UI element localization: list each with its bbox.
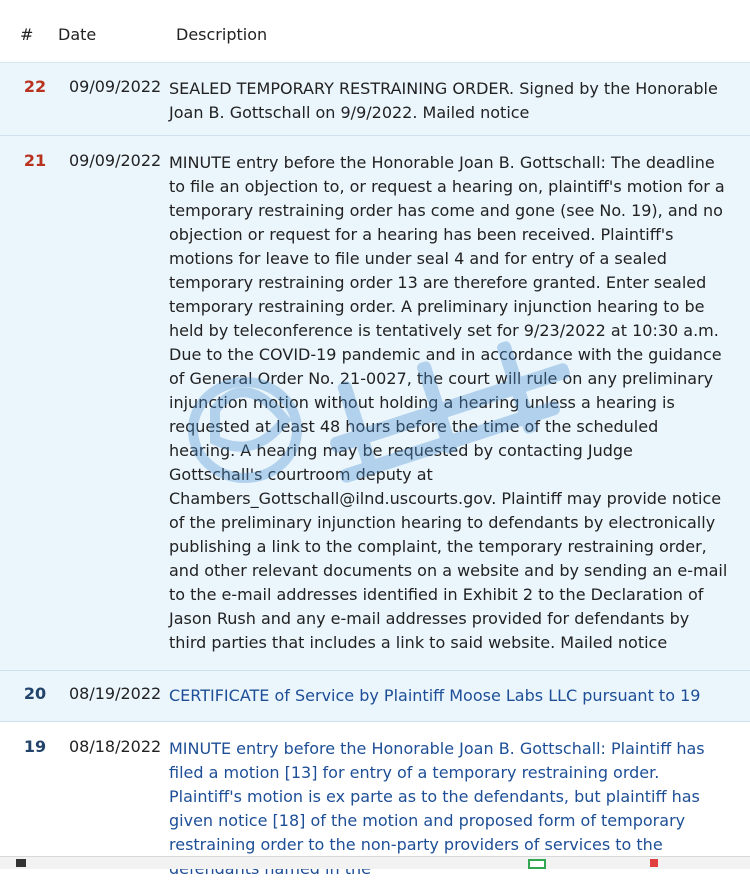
docket-row-21 xyxy=(0,136,750,671)
taskbar-icon xyxy=(16,859,26,867)
entry-number: 22 xyxy=(23,77,47,96)
entry-description-link[interactable]: CERTIFICATE of Service by Plaintiff Moose Labs LLC pursuant to 19 xyxy=(169,686,701,705)
entry-date: 08/18/2022 xyxy=(69,737,162,756)
table-header xyxy=(0,0,750,63)
docket-row-20 xyxy=(0,671,750,722)
entry-number: 21 xyxy=(23,151,47,170)
red-indicator-icon xyxy=(650,859,658,867)
header-date: Date xyxy=(58,25,97,44)
entry-number: 20 xyxy=(23,684,47,703)
entry-date: 08/19/2022 xyxy=(69,684,162,703)
entry-date: 09/09/2022 xyxy=(69,151,162,170)
header-description: Description xyxy=(176,25,268,44)
header-number: # xyxy=(20,25,34,44)
entry-date: 09/09/2022 xyxy=(69,77,162,96)
entry-description: SEALED TEMPORARY RESTRAINING ORDER. Signed by the Honorable Joan B. Gottschall on 9/9/2022. Mailed notice xyxy=(169,79,718,122)
entry-description-link[interactable]: MINUTE entry before the Honorable Joan B. Gottschall: Plaintiff has filed a motion [13] for entry of a temporary restraining order. Plaintiff's motion is ex parte as to the defendants, but plaintiff has given notice [18] of the motion and proposed form of temporary restraining order to the non-party providers of services to the xyxy=(169,739,705,854)
entry-number: 19 xyxy=(23,737,47,756)
docket-row-22 xyxy=(0,63,750,136)
status-strip xyxy=(0,856,750,869)
entry-description: MINUTE entry before the Honorable Joan B. Gottschall: The deadline to file an objection to, or request a hearing on, plaintiff's motion for a temporary restraining order has come and gone (see No. 19), and no objection or request for a hearing has been received. Plaintiff's motions for leave to file under seal 4 and for entry of a sealed temporary restraining order 13 are therefore granted. Enter sealed temporary restraining order. A preliminary injunction hearing to be held by teleconference is tentatively set for 9/23/2022 at 10:30 a.m. Due to the COVID-19 pandemic and in accordance with the guidance of General Order No. 21-0027, the court will rule on any preliminary injunction motion without holding a hearing unless a hearing is requested at least 48 hours before the time of the scheduled hearing. A hearing may be requested by contacting Judge Gottschall's courtroom deputy at Chambers_Gottschall@ilnd.uscourts.gov. Plaintiff may provide notice of the preliminary injunction hearing to defendants by electronically publishing a link to the complaint, the temporary restraining order, and other relevant documents on a website and by sending an e-mail to the e-mail addresses identified in Exhibit 2 to the Declaration of Jason Rush and any e-mail addresses provided for defendants by third parties that includes a link to said website. Mailed notice xyxy=(169,153,728,652)
